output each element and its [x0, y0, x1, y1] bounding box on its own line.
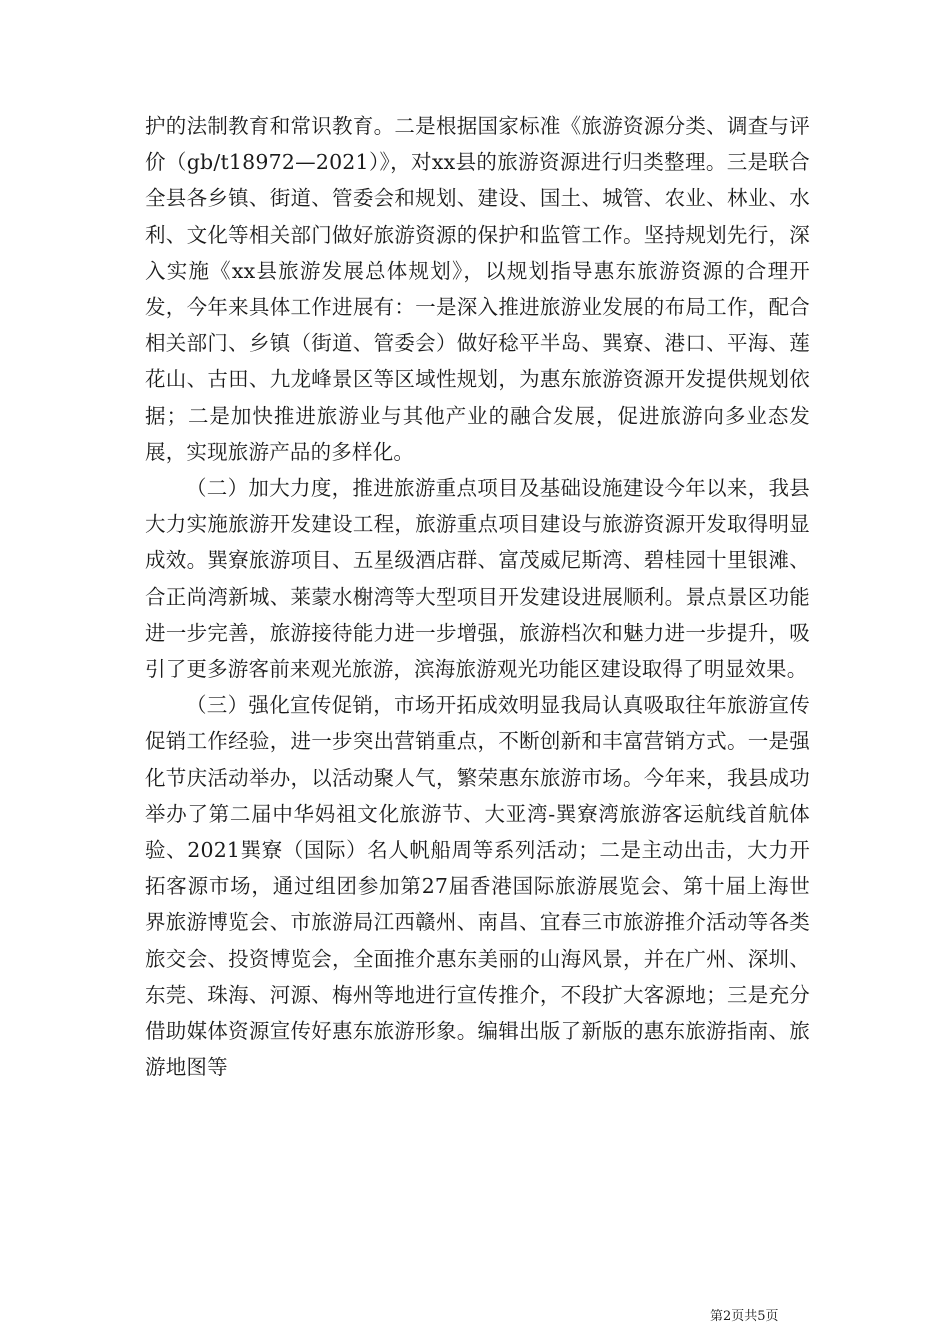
- paragraph-section-three: （三）强化宣传促销，市场开拓成效明显我局认真吸取往年旅游宣传促销工作经验，进一步突出营销重点，不断创新和丰富营销方式。一是强化节庆活动举办，以活动聚人气，繁荣惠东旅游市场。今年来，我县成功举办了第二届中华妈祖文化旅游节、大亚湾-巽寮湾旅游客运航线首航体验、2021巽寮（国际）名人帆船周等系列活动；二是主动出击，大力开拓客源市场，通过组团参加第27届香港国际旅游展览会、第十届上海世界旅游博览会、市旅游局江西赣州、南昌、宜春三市旅游推介活动等各类旅交会、投资博览会，全面推介惠东美丽的山海风景，并在广州、深圳、东莞、珠海、河源、梅州等地进行宣传推介，不段扩大客源地；三是充分借助媒体资源宣传好惠东旅游形象。编辑出版了新版的惠东旅游指南、旅游地图等: [145, 693, 810, 1080]
- paragraph-section-two: （二）加大力度，推进旅游重点项目及基础设施建设今年以来，我县大力实施旅游开发建设工程，旅游重点项目建设与旅游资源开发取得明显成效。巽寮旅游项目、五星级酒店群、富茂威尼斯湾、碧桂园十里银滩、合正尚湾新城、莱蒙水榭湾等大型项目开发建设进展顺利。景点景区功能进一步完善，旅游接待能力进一步增强，旅游档次和魅力进一步提升，吸引了更多游客前来观光旅游，滨海旅游观光功能区建设取得了明显效果。: [145, 476, 810, 682]
- document-body: [145, 108, 810, 1085]
- paragraph-continuation: 护的法制教育和常识教育。二是根据国家标准《旅游资源分类、调查与评价（gb/t18972—2021）》，对xx县的旅游资源进行归类整理。三是联合全县各乡镇、街道、管委会和规划、建设、国土、城管、农业、林业、水利、文化等相关部门做好旅游资源的保护和监管工作。坚持规划先行，深入实施《xx县旅游发展总体规划》，以规划指导惠东旅游资源的合理开发，今年来具体工作进展有：一是深入推进旅游业发展的布局工作，配合相关部门、乡镇（街道、管委会）做好稔平半岛、巽寮、港口、平海、莲花山、古田、九龙峰景区等区域性规划，为惠东旅游资源开发提供规划依据；二是加快推进旅游业与其他产业的融合发展，促进旅游向多业态发展，实现旅游产品的多样化。: [145, 114, 810, 464]
- page-number-footer: 第2页共5页: [710, 1309, 779, 1324]
